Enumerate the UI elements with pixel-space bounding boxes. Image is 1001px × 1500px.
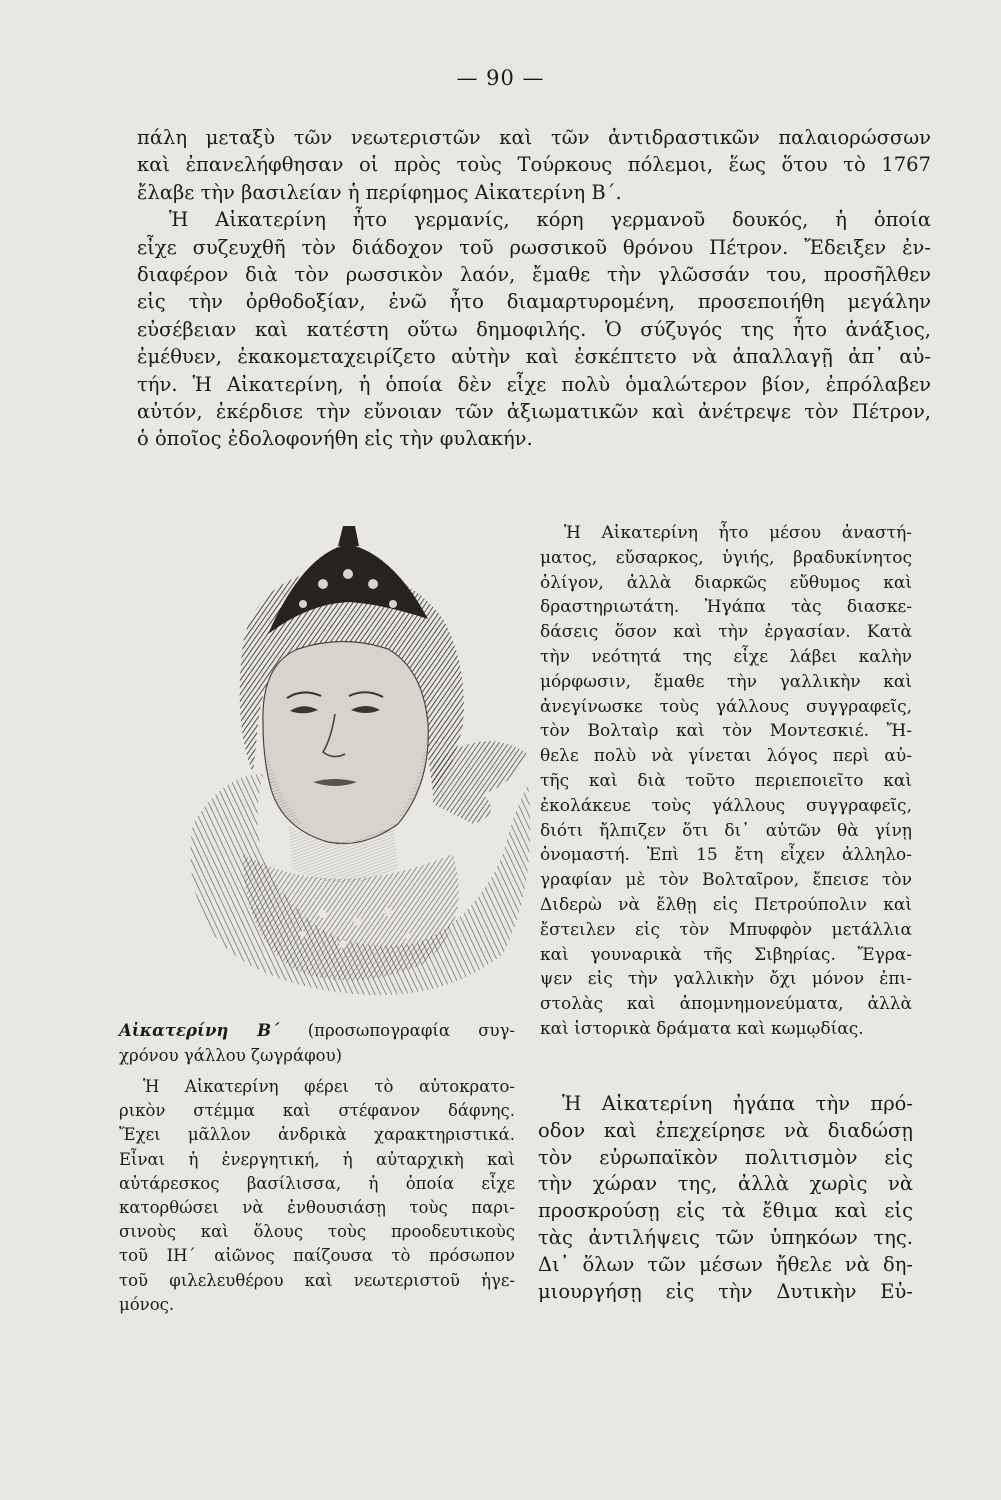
right-column-text-large [538,1091,913,1305]
text-line: ὀνομαστή. Ἐπὶ 15 ἔτη εἶχεν ἀλληλο- [540,845,912,866]
text-line: τοῦ φιλελευθέρου καὶ νεωτεριστοῦ ἡγε- [119,1270,515,1290]
text-line: αὐτάρεσκος βασίλισσα, ἡ ὁποία εἶχε [119,1173,515,1193]
text-line: διαφέρον διὰ τὸν ρωσσικὸν λαόν, ἔμαθε τὴν γλῶσσάν του, προσῆλθεν [137,263,931,287]
text-line: δάσεις ὅσον καὶ τὴν ἐργασίαν. Κατὰ [540,622,912,643]
text-line: τὸν εὐρωπαϊκὸν πολιτισμὸν εἰς [538,1145,913,1169]
text-line: τήν. Ἡ Αἰκατερίνη, ἡ ὁποία δὲν εἶχε πολὺ ὁμαλώτερον βίον, ἐπρόλαβεν [137,372,931,396]
text-line: ἔλαβε τὴν βασιλείαν ἡ περίφημος Αἰκατερίνη Β΄. [137,180,622,204]
text-line: Ἔχει μᾶλλον ἀνδρικὰ χαρακτηριστικά. [119,1125,515,1145]
crown-cross [338,526,359,546]
caption-line [119,1019,515,1044]
text-line: τὴν χώραν της, ἀλλὰ χωρὶς νὰ [538,1172,913,1196]
text-line: ὁ ὁποῖος ἐδολοφονήθη εἰς τὴν φυλακήν. [137,427,533,451]
text-line: ἀνεγίνωσκε τοὺς γάλλους συγγραφεῖς, [540,696,912,717]
text-line: Ἡ Αἰκατερίνη ἦτο μέσου ἀναστή- [564,523,912,543]
text-line: στολὰς καὶ ἀπομνημονεύματα, ἀλλὰ [540,994,912,1015]
caption-line: χρόνου γάλλου ζωγράφου) [119,1045,343,1065]
text-line: ρικὸν στέμμα καὶ στέφανον δάφνης. [119,1101,515,1121]
text-line: σινοὺς καὶ ὅλους τοὺς προοδευτικοὺς [119,1222,515,1242]
figure-description [119,1075,515,1317]
portrait-engraving [183,524,538,1002]
text-line: εὐσέβειαν καὶ κατέστη οὕτω δημοφιλής. Ὁ σύζυγός της ἦτο ἀνάξιος, [137,317,931,341]
text-line: καὶ ἱστορικὰ δράματα καὶ κωμῳδίας. [540,1018,864,1039]
caption-name: Αἰκατερίνη Β΄ [119,1021,280,1040]
page-number: — 90 — [456,66,545,90]
text-line: ἐμέθυεν, ἐκακομεταχειρίζετο αὐτὴν καὶ ἐσκέπτετο νὰ ἀπαλλαγῇ ἀπ᾽ αὐ- [137,345,931,369]
caption-text: (προσωπογραφία συγ- [307,1021,516,1040]
text-line: τῆς καὶ διὰ τοῦτο περιεποιεῖτο καὶ [540,770,912,791]
text-line: προσκρούσῃ εἰς τὰ ἔθιμα καὶ εἰς [538,1199,913,1223]
text-line: μόνος. [119,1294,175,1314]
text-line: διότι ἤλπιζεν ὅτι δι᾽ αὐτῶν θὰ γίνῃ [540,820,912,841]
text-line: οδον καὶ ἐπεχείρησε νὰ διαδώσῃ [538,1118,913,1142]
text-line: τὰς ἀντιλήψεις τῶν ὑπηκόων της. [538,1225,913,1249]
text-line: τὸν Βολταὶρ καὶ τὸν Μοντεσκιέ. Ἤ- [540,721,912,742]
text-line: εἶχε συζευχθῆ τὸν διάδοχον τοῦ ρωσσικοῦ θρόνου Πέτρον. Ἔδειξεν ἐν- [137,235,931,259]
text-line: μόρφωσιν, ἔμαθε τὴν γαλλικὴν καὶ [540,671,912,692]
text-line: πάλη μεταξὺ τῶν νεωτεριστῶν καὶ τῶν ἀντιδραστικῶν παλαιορώσσων [137,126,931,149]
text-line: ψεν εἰς τὴν γαλλικὴν ὄχι μόνον ἐπι- [540,969,912,990]
text-line: θελε πολὺ νὰ γίνεται λόγος περὶ αὐ- [540,746,912,767]
text-line: καὶ γουναρικὰ τῆς Σιβηρίας. Ἔγρα- [540,944,912,965]
text-line: τὴν νεότητά της εἶχε λάβει καλὴν [540,646,912,667]
figure-caption [119,1019,515,1069]
text-line: τοῦ ΙΗ΄ αἰῶνος παίζουσα τὸ πρόσωπον [119,1246,515,1266]
text-line: Διδερὼ νὰ ἔλθῃ εἰς Πετρούπολιν καὶ [540,894,912,915]
right-column-text [540,521,912,1042]
text-line: καὶ ἐπανελήφθησαν οἱ πρὸς τοὺς Τούρκους πόλεμοι, ἕως ὅτου τὸ 1767 [137,153,931,177]
text-line: αὐτόν, ἐκέρδισε τὴν εὔνοιαν τῶν ἀξιωματικῶν καὶ ἀνέτρεψε τὸν Πέτρον, [137,400,931,424]
text-line: Εἶναι ἡ ἐνεργητική, ἡ αὐταρχικὴ καὶ [119,1149,515,1169]
text-line: Ἡ Αἰκατερίνη ἦτο γερμανίς, κόρη γερμανοῦ δουκός, ἡ ὁποία [169,208,931,232]
text-line: δραστηριωτάτη. Ἠγάπα τὰς διασκε- [540,597,912,618]
body-text-top [137,124,931,453]
text-line: Ἡ Αἰκατερίνη ἠγάπα τὴν πρό- [562,1092,913,1115]
text-line: ἔστειλεν εἰς τὸν Μπυφφὸν μετάλλια [540,919,912,940]
text-line: Δι᾽ ὅλων τῶν μέσων ἤθελε νὰ δη- [538,1252,913,1276]
text-line: ματος, εὔσαρκος, ὑγιής, βραδυκίνητος [540,547,912,568]
text-line: μιουργήσῃ εἰς τὴν Δυτικὴν Εὐ- [538,1279,913,1303]
text-line: Ἡ Αἰκατερίνη φέρει τὸ αὐτοκρατο- [143,1077,515,1096]
text-line: ὀλίγον, ἀλλὰ διαρκῶς εὔθυμος καὶ [540,572,912,593]
text-line: γραφίαν μὲ τὸν Βολταῖρον, ἔπεισε τὸν [540,870,912,891]
text-line: κατορθώσει νὰ ἐνθουσιάσῃ τοὺς παρι- [119,1198,515,1218]
text-line: εἰς τὴν ὀρθοδοξίαν, ἐνῶ ἦτο διαμαρτυρομένη, προσεποιήθη μεγάλην [137,290,931,314]
text-line: ἐκολάκευε τοὺς γάλλους συγγραφεῖς, [540,795,912,816]
